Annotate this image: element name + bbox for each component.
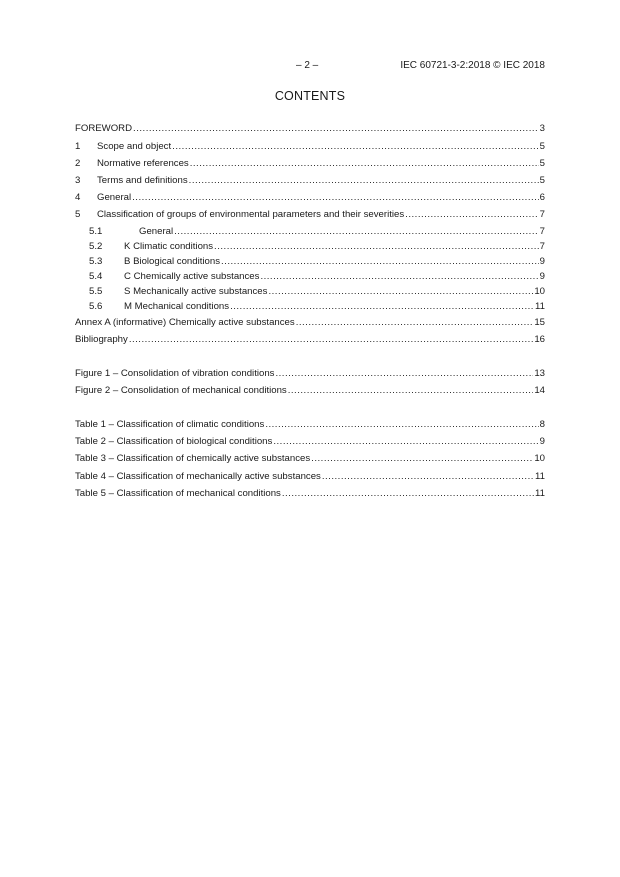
section-number: 2 bbox=[75, 158, 81, 169]
dot-leader bbox=[221, 255, 539, 269]
toc-entry-5-3-biological[interactable] bbox=[75, 255, 545, 269]
toc-entry-title: General bbox=[139, 226, 174, 237]
toc-entry-page: 13 bbox=[534, 368, 545, 379]
toc-entry-title: M Mechanical conditions bbox=[124, 301, 230, 312]
dot-leader bbox=[322, 470, 534, 484]
toc-entry-title: Figure 2 – Consolidation of mechanical conditions bbox=[75, 385, 287, 396]
toc-entry-title: Table 5 – Classification of mechanical conditions bbox=[75, 488, 281, 499]
toc-entry-page: 7 bbox=[539, 209, 545, 220]
dot-leader bbox=[273, 435, 538, 449]
toc-entry-5-6-mechanical-conditions[interactable] bbox=[75, 300, 545, 314]
section-number: 5.2 bbox=[89, 241, 103, 252]
dot-leader bbox=[311, 452, 533, 466]
toc-entry-page: 10 bbox=[534, 453, 545, 464]
toc-entry-page: 5 bbox=[539, 158, 545, 169]
toc-entry-title: Figure 1 – Consolidation of vibration conditions bbox=[75, 368, 275, 379]
toc-entry-page: 11 bbox=[535, 471, 545, 482]
dot-leader bbox=[275, 367, 533, 381]
toc-entry-scope[interactable] bbox=[75, 140, 545, 154]
toc-entry-5-4-chemical[interactable] bbox=[75, 270, 545, 284]
toc-entry-table-4[interactable] bbox=[75, 470, 545, 484]
toc-entry-title: S Mechanically active substances bbox=[124, 286, 268, 297]
toc-entry-table-2[interactable] bbox=[75, 435, 545, 449]
toc-entry-page: 6 bbox=[539, 192, 545, 203]
toc-entry-title: Table 3 – Classification of chemically active substances bbox=[75, 453, 311, 464]
document-reference: IEC 60721-3-2:2018 © IEC 2018 bbox=[400, 60, 545, 71]
section-number: 5.3 bbox=[89, 256, 103, 267]
dot-leader bbox=[260, 270, 538, 284]
dot-leader bbox=[282, 487, 534, 501]
toc-entry-title: Table 1 – Classification of climatic conditions bbox=[75, 419, 265, 430]
dot-leader bbox=[296, 316, 534, 330]
toc-entry-page: 8 bbox=[539, 419, 545, 430]
dot-leader bbox=[265, 418, 538, 432]
toc-entry-page: 5 bbox=[539, 141, 545, 152]
toc-entry-page: 3 bbox=[539, 123, 545, 134]
toc-entry-title: Bibliography bbox=[75, 334, 128, 345]
toc-entry-title: Scope and object bbox=[97, 141, 172, 152]
toc-entry-figure-2[interactable] bbox=[75, 384, 545, 398]
toc-entry-table-5[interactable] bbox=[75, 487, 545, 501]
toc-entry-page: 5 bbox=[539, 175, 545, 186]
section-number: 3 bbox=[75, 175, 81, 186]
dot-leader bbox=[172, 140, 539, 154]
dot-leader bbox=[174, 225, 539, 239]
toc-entry-page: 15 bbox=[534, 317, 545, 328]
section-number: 5.5 bbox=[89, 286, 103, 297]
section-number: 5.6 bbox=[89, 301, 103, 312]
toc-entry-title: Classification of groups of environmental parameters and their severities bbox=[97, 209, 405, 220]
contents-title: CONTENTS bbox=[274, 89, 346, 103]
dot-leader bbox=[405, 208, 539, 222]
toc-entry-page: 10 bbox=[534, 286, 545, 297]
toc-entry-general[interactable] bbox=[75, 191, 545, 205]
dot-leader bbox=[189, 174, 539, 188]
dot-leader bbox=[268, 285, 533, 299]
toc-entry-figure-1[interactable] bbox=[75, 367, 545, 381]
toc-entry-foreword[interactable] bbox=[75, 122, 545, 136]
dot-leader bbox=[214, 240, 539, 254]
toc-entry-5-2-climatic[interactable] bbox=[75, 240, 545, 254]
dot-leader bbox=[133, 122, 539, 136]
toc-entry-page: 7 bbox=[539, 226, 545, 237]
toc-entry-title: K Climatic conditions bbox=[124, 241, 214, 252]
dot-leader bbox=[190, 157, 539, 171]
dot-leader bbox=[230, 300, 534, 314]
toc-entry-title: C Chemically active substances bbox=[124, 271, 260, 282]
section-number: 5.4 bbox=[89, 271, 103, 282]
toc-entry-title: B Biological conditions bbox=[124, 256, 220, 267]
toc-entry-5-5-mechanical-substances[interactable] bbox=[75, 285, 545, 299]
dot-leader bbox=[132, 191, 539, 205]
toc-entry-page: 16 bbox=[534, 334, 545, 345]
toc-entry-page: 9 bbox=[539, 436, 545, 447]
toc-entry-page: 11 bbox=[535, 488, 545, 499]
dot-leader bbox=[129, 333, 534, 347]
toc-entry-title: Normative references bbox=[97, 158, 189, 169]
toc-entry-table-1[interactable] bbox=[75, 418, 545, 432]
toc-entry-page: 9 bbox=[539, 271, 545, 282]
toc-entry-page: 7 bbox=[539, 241, 545, 252]
toc-entry-title: FOREWORD bbox=[75, 123, 133, 134]
toc-entry-page: 9 bbox=[539, 256, 545, 267]
section-number: 4 bbox=[75, 192, 81, 203]
toc-entry-title: Table 2 – Classification of biological conditions bbox=[75, 436, 273, 447]
dot-leader bbox=[288, 384, 534, 398]
toc-entry-annex-a[interactable] bbox=[75, 316, 545, 330]
toc-entry-title: Terms and definitions bbox=[97, 175, 188, 186]
toc-entry-normative-references[interactable] bbox=[75, 157, 545, 171]
section-number: 5.1 bbox=[89, 226, 103, 237]
page-number: – 2 – bbox=[296, 60, 319, 71]
toc-entry-classification[interactable] bbox=[75, 208, 545, 222]
toc-entry-table-3[interactable] bbox=[75, 452, 545, 466]
toc-entry-title: Annex A (informative) Chemically active substances bbox=[75, 317, 295, 328]
toc-entry-title: Table 4 – Classification of mechanically active substances bbox=[75, 471, 321, 482]
toc-entry-bibliography[interactable] bbox=[75, 333, 545, 347]
toc-entry-page: 14 bbox=[534, 385, 545, 396]
toc-entry-page: 11 bbox=[535, 301, 545, 312]
toc-entry-terms-definitions[interactable] bbox=[75, 174, 545, 188]
section-number: 5 bbox=[75, 209, 81, 220]
section-number: 1 bbox=[75, 141, 81, 152]
toc-entry-title: General bbox=[97, 192, 132, 203]
toc-entry-5-1-general[interactable] bbox=[75, 225, 545, 239]
